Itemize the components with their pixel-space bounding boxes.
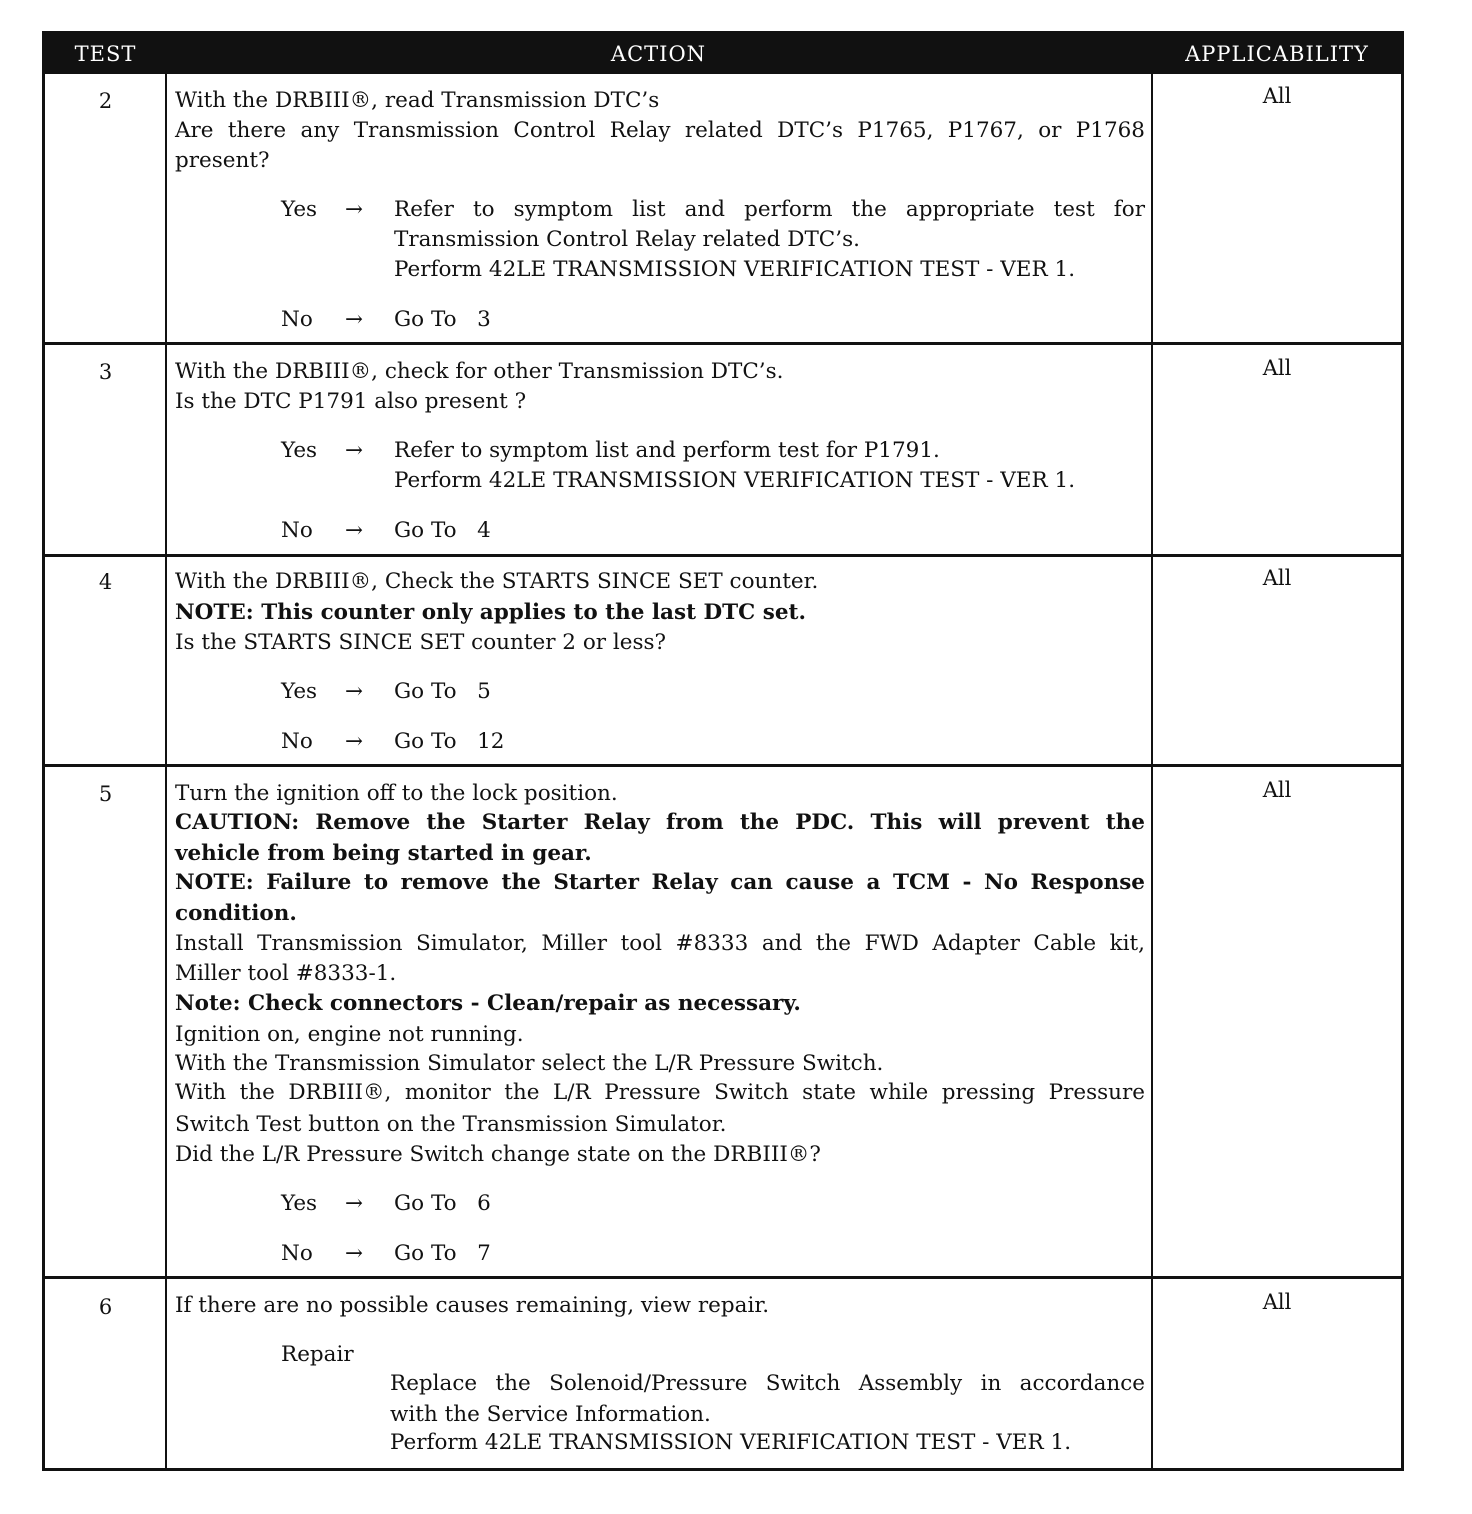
test-number: 5 <box>98 782 113 806</box>
row-divider <box>45 554 1401 557</box>
yes-label: Yes <box>281 438 318 463</box>
no-result: Go To 3 <box>394 307 491 332</box>
action-line: Turn the ignition off to the lock position. <box>175 781 618 806</box>
row-divider <box>45 764 1401 767</box>
no-label: No <box>281 1241 313 1266</box>
action-line: With the DRBIII®, read Transmission DTC’s <box>175 88 660 113</box>
arrow-icon: → <box>345 438 364 463</box>
action-line: With the DRBIII®, check for other Transmission DTC’s. <box>175 359 784 384</box>
test-number: 4 <box>98 570 113 594</box>
no-label: No <box>281 729 313 754</box>
note-line: NOTE: Failure to remove the Starter Relay can cause a TCM - No Response <box>175 870 1145 895</box>
no-label: No <box>281 307 313 332</box>
action-line: Is the STARTS SINCE SET counter 2 or less? <box>175 630 667 655</box>
action-line: Switch Test button on the Transmission Simulator. <box>175 1112 727 1137</box>
yes-label: Yes <box>281 1191 318 1216</box>
action-line: Miller tool #8333-1. <box>175 961 397 986</box>
column-divider <box>165 74 167 1468</box>
repair-line: Replace the Solenoid/Pressure Switch Assembly in accordance <box>390 1371 1145 1396</box>
caution-line: CAUTION: Remove the Starter Relay from the PDC. This will prevent the <box>175 810 1145 835</box>
test-number: 3 <box>98 360 113 384</box>
action-line: With the DRBIII®, monitor the L/R Pressure Switch state while pressing Pressure <box>175 1080 1145 1105</box>
arrow-icon: → <box>345 197 364 222</box>
yes-label: Yes <box>281 679 318 704</box>
header-applicability: APPLICABILITY <box>1185 42 1369 66</box>
diagnostic-test-table <box>42 31 1404 1471</box>
arrow-icon: → <box>345 518 364 543</box>
yes-label: Yes <box>281 197 318 222</box>
applicability-value: All <box>1262 1290 1292 1314</box>
arrow-icon: → <box>345 679 364 704</box>
repair-line: with the Service Information. <box>390 1402 711 1427</box>
yes-result-line: Refer to symptom list and perform test for P1791. <box>394 438 940 463</box>
yes-result-line: Perform 42LE TRANSMISSION VERIFICATION TEST - VER 1. <box>394 468 1076 493</box>
no-result: Go To 4 <box>394 518 491 543</box>
note-line: NOTE: This counter only applies to the last DTC set. <box>175 600 806 625</box>
yes-result-line: Perform 42LE TRANSMISSION VERIFICATION TEST - VER 1. <box>394 257 1076 282</box>
header-action: ACTION <box>610 42 707 66</box>
header-test: TEST <box>74 42 137 66</box>
action-line: present? <box>175 148 270 173</box>
applicability-value: All <box>1262 356 1292 380</box>
row-divider <box>45 342 1401 345</box>
no-result: Go To 12 <box>394 729 505 754</box>
row-divider <box>45 1276 1401 1279</box>
action-line: Is the DTC P1791 also present ? <box>175 389 527 414</box>
test-number: 2 <box>98 89 113 113</box>
arrow-icon: → <box>345 307 364 332</box>
caution-line: vehicle from being started in gear. <box>175 841 592 866</box>
repair-line: Perform 42LE TRANSMISSION VERIFICATION TEST - VER 1. <box>390 1430 1072 1455</box>
table-header <box>45 34 1401 74</box>
yes-result: Go To 6 <box>394 1191 491 1216</box>
note-line: condition. <box>175 901 297 926</box>
arrow-icon: → <box>345 1191 364 1216</box>
applicability-value: All <box>1262 84 1292 108</box>
repair-label: Repair <box>281 1342 354 1367</box>
applicability-value: All <box>1262 566 1292 590</box>
action-line: Are there any Transmission Control Relay related DTC’s P1765, P1767, or P1768 <box>175 118 1145 143</box>
no-result: Go To 7 <box>394 1241 491 1266</box>
action-line: If there are no possible causes remaining, view repair. <box>175 1293 770 1318</box>
yes-result-line: Refer to symptom list and perform the appropriate test for <box>394 197 1145 222</box>
action-line: With the Transmission Simulator select the L/R Pressure Switch. <box>175 1051 884 1076</box>
action-line: Did the L/R Pressure Switch change state on the DRBIII®? <box>175 1142 821 1167</box>
action-line: With the DRBIII®, Check the STARTS SINCE SET counter. <box>175 569 819 594</box>
test-number: 6 <box>98 1295 113 1319</box>
yes-result-line: Transmission Control Relay related DTC’s. <box>394 227 860 252</box>
arrow-icon: → <box>345 1241 364 1266</box>
action-line: Ignition on, engine not running. <box>175 1022 524 1047</box>
applicability-value: All <box>1262 778 1292 802</box>
yes-result: Go To 5 <box>394 679 491 704</box>
note-line: Note: Check connectors - Clean/repair as necessary. <box>175 991 801 1016</box>
arrow-icon: → <box>345 729 364 754</box>
column-divider <box>1151 74 1153 1468</box>
no-label: No <box>281 518 313 543</box>
action-line: Install Transmission Simulator, Miller tool #8333 and the FWD Adapter Cable kit, <box>175 931 1145 956</box>
